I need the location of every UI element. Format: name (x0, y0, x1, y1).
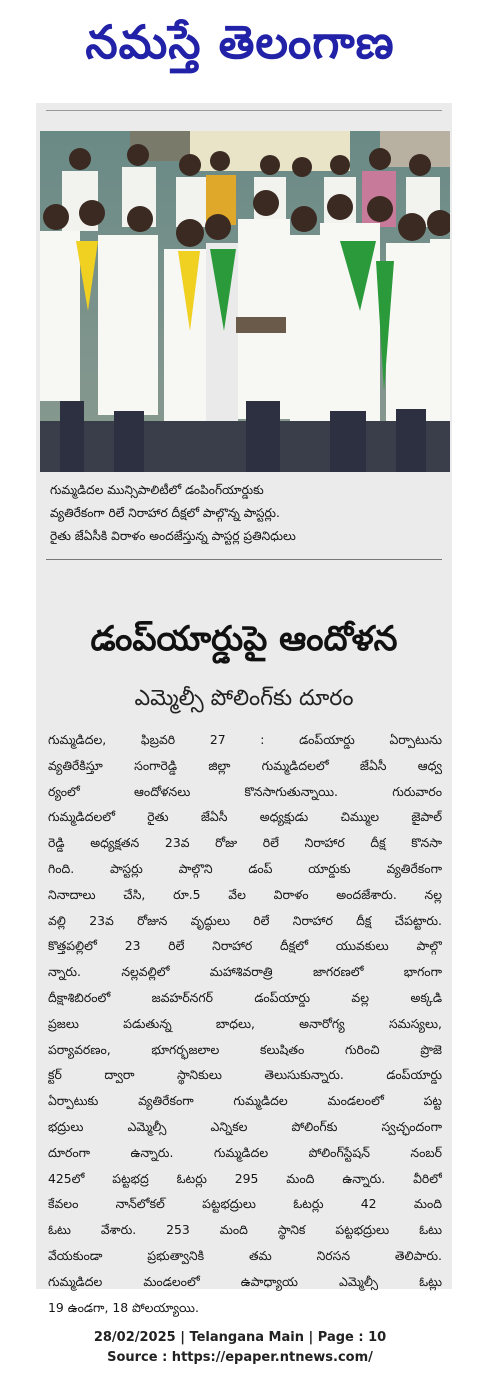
body-line: పర్యావరణం, భూగర్భజలాల కలుషితం గురించి ప్రొజె (48, 1041, 442, 1057)
body-line: ఓటు వేశారు. 253 మంది స్థానిక పట్టభద్రులు ఓటు (48, 1222, 442, 1238)
top-rule (46, 110, 442, 111)
body-line: దీక్షాశిబిరంలో జవహర్‌నగర్ డంప్‌యార్డు వల్ల అక్కడి (48, 989, 442, 1005)
footer-date-edition: 28/02/2025 | Telangana Main | Page : 10 (93, 1330, 387, 1345)
body-line: వేయకుండా ప్రభుత్వానికి తమ నిరసన తెలిపారు. (48, 1247, 442, 1263)
body-line: గుమ్మడిదల, ఫిబ్రవరి 27 : డంప్‌యార్డు ఏర్పాటును (48, 732, 442, 747)
body-line: కేవలం నాన్‌లోకల్ పట్టభద్రులు ఓటర్లు 42 మంది (48, 1196, 442, 1212)
newspaper-logo: నమస్తే తెలంగాణ (85, 15, 395, 69)
body-line: వల్లి 23వ రోజున వృద్ధులు రిలే నిరాహార దీక్ష చేపట్టారు. (48, 912, 442, 928)
body-line: కొత్తపల్లిలో 23 రిలే నిరాహార దీక్షలో యువకులు పాల్గొ (48, 938, 442, 954)
body-line: ర్యంలో ఆందోళనలు కొనసాగుతున్నాయి. గురువారం (48, 783, 442, 799)
section-divider (46, 559, 442, 560)
news-photo (40, 131, 450, 472)
body-line: దూరంగా ఉన్నారు. గుమ్మడిదల పోలింగ్‌స్టేషన్ నంబర్ (48, 1144, 442, 1160)
body-line: గుమ్మడిదల మండలంలో ఉపాధ్యాయ ఎమ్మెల్సీ ఓట్లు (48, 1273, 442, 1289)
caption-line: గుమ్మడిదల మున్సిపాలిటీలో డంపింగ్‌యార్డుకు (50, 483, 264, 497)
article-headline: డంప్‌యార్డుపై ఆందోళన (90, 619, 398, 659)
footer-source: Source : https://epaper.ntnews.com/ (107, 1350, 373, 1365)
body-line: రెడ్డి అధ్యక్షతన 23వ రోజు రిలే నిరాహార దీక్ష కొనసా (48, 835, 442, 851)
article-body (48, 727, 442, 1320)
photo-caption (50, 479, 440, 548)
body-line: ఏర్పాటుకు వ్యతిరేకంగా గుమ్మడిదల మండలంలో పట్ట (48, 1093, 442, 1109)
body-line: గుమ్మడిదలలో రైతు జేఏసీ అధ్యక్షుడు చిమ్ముల జైపాల్ (48, 809, 442, 825)
body-line: గింది. పాస్టర్లు పాల్గొని డంప్ యార్డుకు వ్యతిరేకంగా (48, 860, 442, 876)
article-subhead: ఎమ్మెల్సీ పోలింగ్‌కు దూరం (134, 686, 354, 711)
body-line: న్నారు. నల్లవల్లిలో మహాశివరాత్రి జాగరణలో భాగంగా (48, 964, 442, 980)
body-line: ప్రజలు పడుతున్న బాధలు, అనారోగ్య సమస్యలు, (48, 1015, 442, 1031)
caption-line: రైతు జేఏసీకి విరాళం అందజేస్తున్న పాస్టర్ల ప్రతినిధులు (50, 529, 296, 543)
body-line: క్టర్ ద్వారా స్థానికులు తెలుసుకున్నారు. డంప్‌యార్డు (48, 1067, 442, 1083)
body-line: వ్యతిరేకిస్తూ సంగారెడ్డి జిల్లా గుమ్మడిదలలో జేఏసీ ఆధ్వ (48, 757, 442, 773)
news-clipping (36, 103, 452, 1315)
body-line: 425లో పట్టభద్ర ఓటర్లు 295 మంది ఉన్నారు. వీరిలో (48, 1170, 442, 1186)
caption-line: వ్యతిరేకంగా రిలే నిరాహార దీక్షలో పాల్గొన్న పాస్టర్లు. (50, 506, 280, 520)
body-line: భద్రులు ఎమ్మెల్సీ ఎన్నికల పోలింగ్‌కు స్వచ్ఛందంగా (48, 1118, 442, 1134)
body-line: నినాదాలు చేసి, రూ.5 వేల విరాళం అందజేశారు. నల్ల (48, 886, 442, 902)
masthead (0, 0, 480, 96)
page-footer (0, 1328, 480, 1368)
body-line: 19 ఉండగా, 18 పోలయ్యాయి. (48, 1299, 199, 1315)
